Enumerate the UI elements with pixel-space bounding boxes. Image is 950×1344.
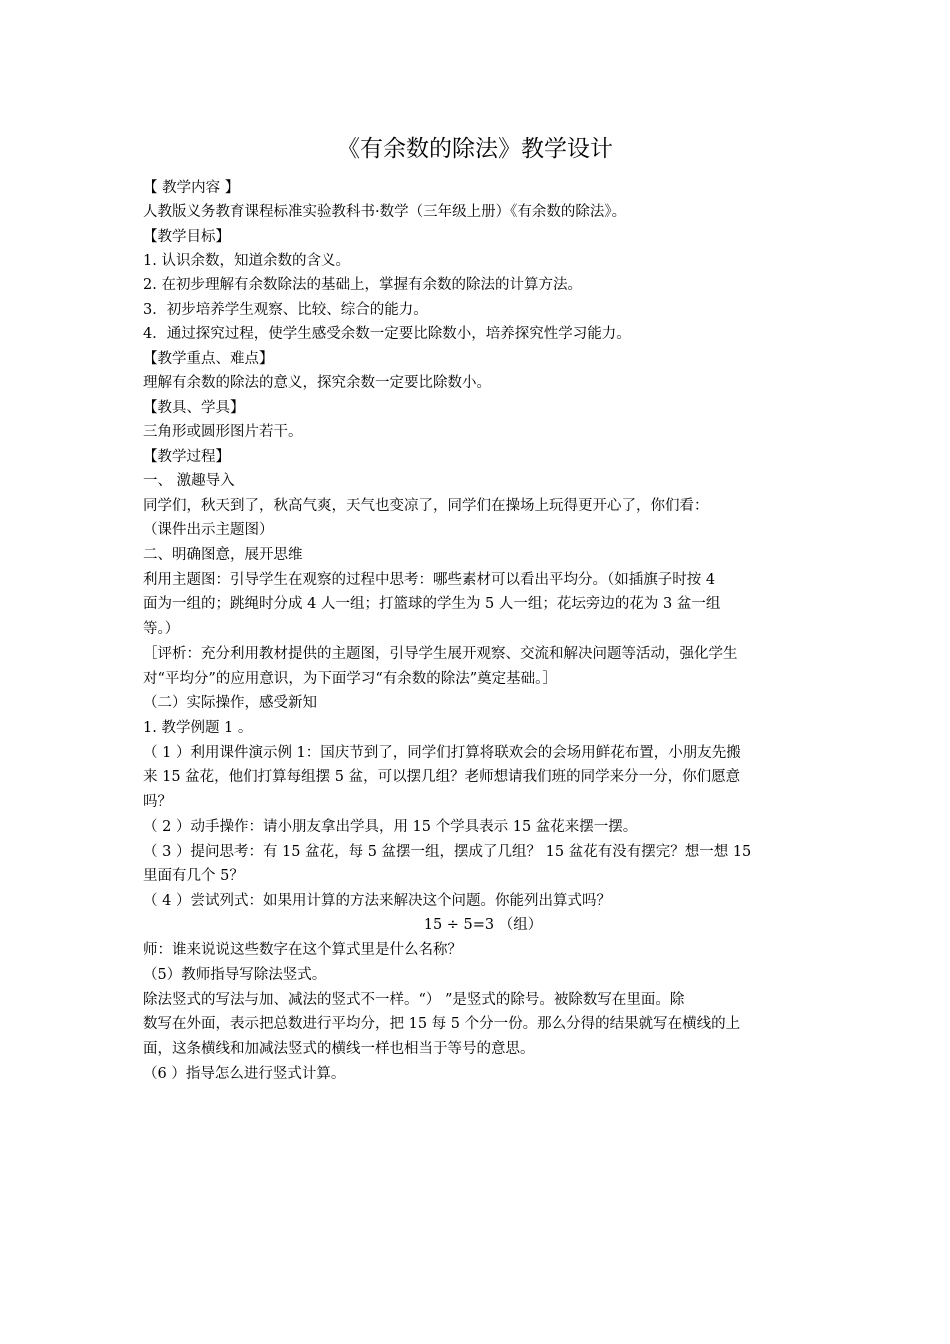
text-line: 利用主题图：引导学生在观察的过程中思考：哪些素材可以看出平均分。（如插旗子时按 4 xyxy=(143,572,716,588)
comment-line: 对“平均分”的应用意识，为下面学习“有余数的除法”奠定基础。］ xyxy=(143,671,557,687)
subsection-heading: 一、 激趣导入 xyxy=(143,473,235,489)
section-heading-tools: 【教具、学具】 xyxy=(143,400,245,416)
section-heading-key-points: 【教学重点、难点】 xyxy=(143,351,274,367)
section-heading-process: 【教学过程】 xyxy=(143,449,230,465)
equation: 15 ÷ 5=3 （组） xyxy=(423,917,543,933)
comment-line: ［评析：充分利用教材提供的主题图，引导学生展开观察、交流和解决问题等活动，强化学生 xyxy=(143,646,738,662)
subsection-heading: （二）实际操作，感受新知 xyxy=(143,695,317,711)
text-line: 里面有几个 5？ xyxy=(143,868,244,884)
text-line: 等。） xyxy=(143,621,180,637)
document-title: 《有余数的除法》教学设计 xyxy=(337,136,613,162)
goal-item: 4．通过探究过程，使学生感受余数一定要比除数小，培养探究性学习能力。 xyxy=(143,326,631,342)
text-line: 来 15 盆花，他们打算每组摆 5 盆，可以摆几组？老师想请我们班的同学来分一分，你们愿意 xyxy=(143,769,741,785)
text-line: 理解有余数的除法的意义，探究余数一定要比除数小。 xyxy=(143,375,491,391)
text-line: 师：谁来说说这些数字在这个算式里是什么名称？ xyxy=(143,942,462,958)
text-line: 面为一组的；跳绳时分成 4 人一组；打篮球的学生为 5 人一组；花坛旁边的花为 3 盆一组 xyxy=(143,596,721,612)
text-line: 面，这条横线和加减法竖式的横线一样也相当于等号的意思。 xyxy=(143,1041,535,1057)
section-heading-content: 【 教学内容 】 xyxy=(143,180,240,196)
text-line: （6 ）指导怎么进行竖式计算。 xyxy=(143,1066,346,1082)
text-line: 三角形或圆形图片若干。 xyxy=(143,424,303,440)
goal-item: 3．初步培养学生观察、比较、综合的能力。 xyxy=(143,302,428,318)
text-line: 同学们，秋天到了，秋高气爽，天气也变凉了，同学们在操场上玩得更开心了，你们看： xyxy=(143,498,709,514)
text-line: （5）教师指导写除法竖式。 xyxy=(143,967,327,983)
section-heading-goals: 【教学目标】 xyxy=(143,229,230,245)
text-line: 吗？ xyxy=(143,794,172,810)
text-line: 数写在外面，表示把总数进行平均分，把 15 每 5 个分一份。那么分得的结果就写在横线的上 xyxy=(143,1016,741,1032)
text-line: （ 3 ）提问思考：有 15 盆花，每 5 盆摆一组，摆成了几组？ 15 盆花有没有摆完？想一想 15 xyxy=(143,844,752,860)
text-line: 除法竖式的写法与加、减法的竖式不一样。“） ”是竖式的除号。被除数写在里面。除 xyxy=(143,992,685,1008)
goal-item: 1. 认识余数，知道余数的含义。 xyxy=(143,253,350,269)
text-line: 1. 教学例题 1 。 xyxy=(143,720,253,736)
text-line: （ 2 ）动手操作：请小朋友拿出学具，用 15 个学具表示 15 盆花来摆一摆。 xyxy=(143,819,638,835)
goal-item: 2. 在初步理解有余数除法的基础上，掌握有余数的除法的计算方法。 xyxy=(143,277,582,293)
text-line: （课件出示主题图） xyxy=(143,522,274,538)
subsection-heading: 二、明确图意，展开思维 xyxy=(143,547,303,563)
text-line: （ 1 ）利用课件演示例 1：国庆节到了，同学们打算将联欢会的会场用鲜花布置，小朋友先搬 xyxy=(143,745,741,761)
text-line: （ 4 ）尝试列式：如果用计算的方法来解决这个问题。你能列出算式吗？ xyxy=(143,893,611,909)
text-line: 人教版义务教育课程标准实验教科书·数学（三年级上册）《有余数的除法》。 xyxy=(143,204,627,220)
